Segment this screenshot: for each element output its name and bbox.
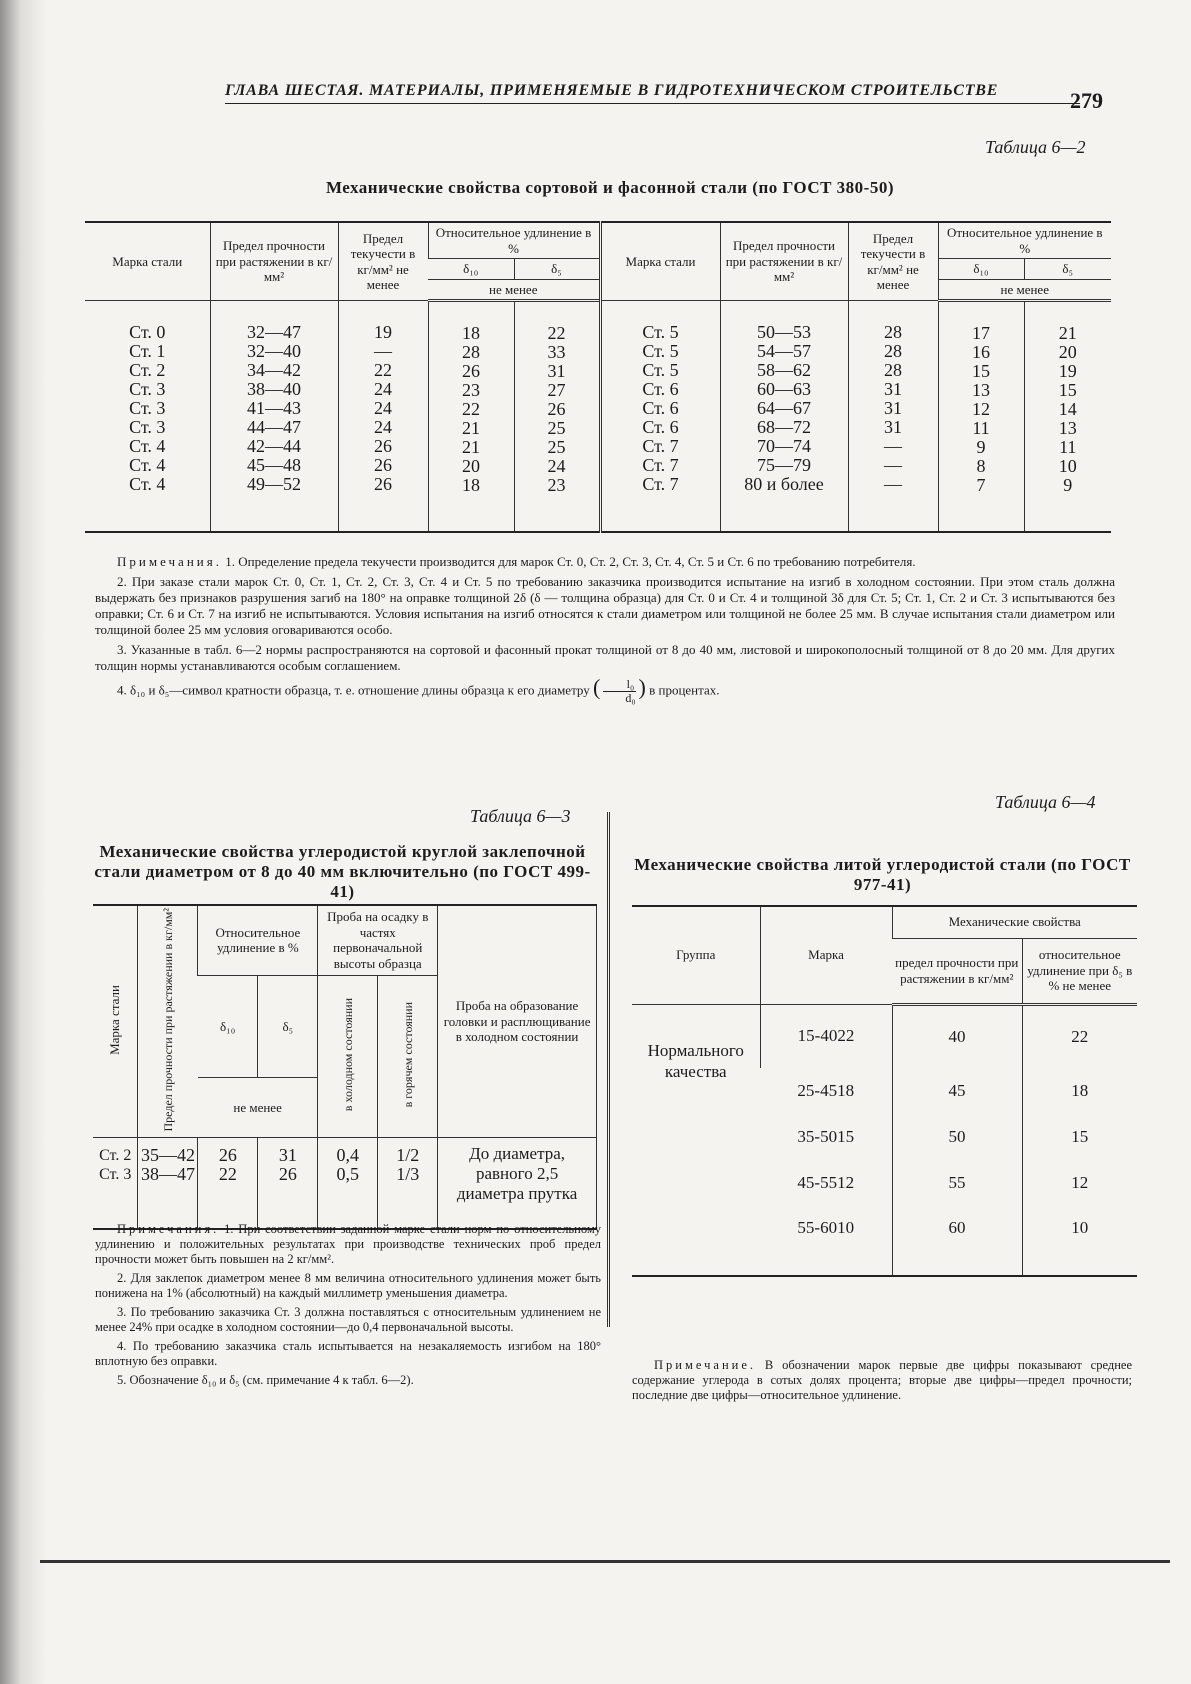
cell-value: — [374, 341, 392, 362]
t2-note-4: 4. δ₁₀ и δ₅—символ кратности образца, т. е. отношение длины образца к его диаметру ( $\frac{\text{l₀}}{\text{d₀}}$ ) в процентах. [117, 674, 720, 705]
cell-value: 25 [547, 418, 566, 439]
cell-value: Ст. 6 [642, 398, 679, 419]
t4-elongation-cell: 22 [1022, 1004, 1137, 1068]
t2-notes-title: Примечания. [117, 554, 222, 569]
cell-value: 23 [462, 380, 480, 401]
cell-value: 22 [218, 1164, 237, 1185]
chapter-header: ГЛАВА ШЕСТАЯ. МАТЕРИАЛЫ, ПРИМЕНЯЕМЫЕ В ГИДРОТЕХНИЧЕСКОМ СТРОИТЕЛЬСТВЕ [225, 82, 999, 99]
cell-value: 41—43 [247, 398, 301, 419]
t4-elongation-cell: 12 [1022, 1160, 1137, 1206]
t3-cold-cell [318, 1138, 378, 1230]
cell-value: 28 [884, 360, 902, 381]
t2-col-tensile-left: Предел прочности при растяжении в кг/мм² [210, 222, 338, 301]
cell-value: 26 [547, 399, 566, 420]
t4-tensile-cell: 45 [892, 1068, 1022, 1114]
cell-value: Ст. 0 [129, 322, 166, 343]
t2-tensile-right-cell [720, 301, 848, 533]
cell-value: 38—40 [247, 379, 301, 400]
cell-value: 14 [1058, 399, 1077, 420]
page-number: 279 [1070, 88, 1103, 113]
cell-value: Ст. 7 [642, 474, 679, 495]
cell-value: 12 [972, 399, 990, 420]
cell-value: 35—42 [140, 1145, 195, 1166]
t3-col-tensile: Предел прочности при растяжении в кг/мм² [138, 905, 198, 1138]
t2-not-less-left: не менее [428, 279, 600, 301]
table-6-2-notes [95, 554, 1115, 709]
cell-value: 11 [1059, 437, 1077, 458]
t3-d10-cell [198, 1138, 258, 1230]
t3-note-2: 2. Для заклепок диаметром менее 8 мм величина относительного удлинения может быть понижена на 1% (абсолютный) на каждый миллиметр уменьшения диаметра. [95, 1271, 601, 1300]
t4-elongation-cell: 18 [1022, 1068, 1137, 1114]
t2-d10-left-cell [428, 301, 514, 533]
cell-value: 21 [462, 418, 480, 439]
cell-value: 15 [972, 361, 990, 382]
table-row [93, 1138, 597, 1230]
t4-group-cell: Нормального качества [647, 1040, 744, 1081]
cell-value: 23 [547, 475, 566, 496]
table-6-3-notes [95, 1222, 601, 1392]
t4-tensile-cell: 60 [892, 1206, 1022, 1276]
t3-col-upset: Проба на осадку в частях первоначальной высоты образца [318, 905, 438, 975]
cell-value: Ст. 5 [642, 322, 679, 343]
t4-grade-cell: 45-5512 [797, 1173, 855, 1192]
t2-note-4-end: в процентах. [649, 682, 720, 698]
cell-value: 18 [462, 475, 480, 496]
cell-value: Ст. 4 [129, 436, 166, 457]
cell-value: 8 [976, 456, 986, 477]
cell-value: 31 [884, 417, 902, 438]
t4-tensile-cell: 50 [892, 1114, 1022, 1160]
cell-value: 1/2 [396, 1145, 420, 1166]
cell-value: 16 [972, 342, 990, 363]
t2-d5-right-cell [1024, 301, 1111, 533]
cell-value: 75—79 [757, 455, 811, 476]
table-6-4 [632, 905, 1137, 1277]
table-6-3-label: Таблица 6—3 [470, 806, 571, 826]
cell-value: Ст. 1 [129, 341, 166, 362]
cell-value: 20 [1058, 342, 1077, 363]
cell-value: 20 [462, 456, 480, 477]
cell-value: 42—44 [247, 436, 301, 457]
t3-notes-title: Примечания. [117, 1222, 220, 1236]
t2-grade-left-cell [85, 301, 210, 533]
t2-col-tensile-right: Предел прочности при растяжении в кг/мм² [720, 222, 848, 301]
cell-value: 32—40 [247, 341, 301, 362]
table-6-3 [93, 904, 597, 1230]
cell-value: 22 [462, 399, 480, 420]
t2-grade-right-cell [600, 301, 720, 533]
t2-col-d10-left: δ₁₀ [428, 259, 514, 280]
cell-value: 10 [1058, 456, 1077, 477]
t2-note-1: 1. Определение предела текучести производится для марок Ст. 0, Ст. 2, Ст. 3, Ст. 4, Ст. 5 и Ст. 6 по требованию потребителя. [225, 554, 916, 569]
cell-value: Ст. 2 [129, 360, 166, 381]
cell-value: 0,4 [336, 1145, 360, 1166]
t4-grade-cell: 35-5015 [797, 1127, 855, 1146]
cell-value: 9 [1063, 475, 1073, 496]
t3-note-5: 5. Обозначение δ₁₀ и δ₅ (см. примечание 4 к табл. 6—2). [117, 1373, 414, 1387]
cell-value: 38—47 [140, 1164, 195, 1185]
t4-tensile-cell: 40 [892, 1004, 1022, 1068]
table-6-4-notes [632, 1358, 1132, 1407]
cell-value: 80 и более [744, 474, 824, 495]
cell-value: 0,5 [336, 1164, 360, 1185]
t2-note-4-fraction [603, 678, 635, 705]
cell-value: Ст. 7 [642, 436, 679, 457]
cell-value: Ст. 6 [642, 417, 679, 438]
t2-col-elongation-left: Относительное удлинение в % [428, 222, 600, 259]
cell-value: 60—63 [757, 379, 811, 400]
cell-value: Ст. 4 [129, 474, 166, 495]
column-divider [607, 812, 610, 1327]
cell-value: 49—52 [247, 474, 301, 495]
t3-col-d10: δ₁₀ [198, 975, 258, 1078]
cell-value: 31 [547, 361, 566, 382]
table-row [632, 1004, 1137, 1068]
t4-grade-cell: 25-4518 [797, 1081, 855, 1100]
t4-grade-cell: 55-6010 [797, 1218, 855, 1237]
t4-col-tensile: предел прочности при растяжении в кг/мм² [892, 938, 1022, 1004]
cell-value: 31 [884, 398, 902, 419]
t3-note-1: 1. При соответствии заданной марке стали норм по относительному удлинению и положительных результатах при производстве технических проб предел прочности может быть повышен на 2 кг/мм². [95, 1222, 601, 1266]
cell-value: 25 [547, 437, 566, 458]
cell-value: 70—74 [757, 436, 811, 457]
cell-value: 44—47 [247, 417, 301, 438]
table-6-4-label: Таблица 6—4 [995, 792, 1096, 812]
cell-value: Ст. 7 [642, 455, 679, 476]
cell-value: — [884, 436, 902, 457]
cell-value: 15 [1058, 380, 1077, 401]
cell-value: 11 [972, 418, 990, 439]
t3-head-cell: До диаметра, равного 2,5 диаметра прутка [438, 1138, 597, 1230]
cell-value: 19 [374, 322, 392, 343]
t4-tensile-cell: 55 [892, 1160, 1022, 1206]
t3-d5-cell [258, 1138, 318, 1230]
cell-value: 28 [884, 322, 902, 343]
t3-col-elongation: Относительное удлинение в % [198, 905, 318, 975]
t4-elongation-cell: 10 [1022, 1206, 1137, 1276]
cell-value: 68—72 [757, 417, 811, 438]
t2-col-elongation-right: Относительное удлинение в % [938, 222, 1111, 259]
t2-yield-right-cell [848, 301, 938, 533]
cell-value: Ст. 2 [99, 1147, 132, 1165]
cell-value: Ст. 5 [642, 360, 679, 381]
cell-value: 50—53 [757, 322, 811, 343]
table-6-2 [85, 221, 1111, 533]
cell-value: 9 [976, 437, 986, 458]
t4-col-mech: Механические свойства [892, 906, 1137, 938]
t3-col-grade: Марка стали [93, 905, 138, 1138]
cell-value: 24 [374, 417, 392, 438]
cell-value: 21 [1058, 323, 1077, 344]
cell-value: 28 [462, 342, 480, 363]
cell-value: 31 [278, 1145, 297, 1166]
cell-value: 24 [374, 398, 392, 419]
cell-value: 28 [884, 341, 902, 362]
cell-value: 45—48 [247, 455, 301, 476]
t4-col-elongation: относительное удлинение при δ₅ в % не менее [1022, 938, 1137, 1004]
t2-yield-left-cell [338, 301, 428, 533]
cell-value: 33 [547, 342, 566, 363]
cell-value: 17 [972, 323, 990, 344]
t4-note-title: Примечание. [654, 1358, 757, 1372]
cell-value: 54—57 [757, 341, 811, 362]
t2-col-d5-right: δ₅ [1024, 259, 1111, 280]
t2-col-d5-left: δ₅ [514, 259, 600, 280]
scan-spine-shadow [0, 0, 46, 1684]
bottom-rule [40, 1560, 1170, 1563]
cell-value: — [884, 474, 902, 495]
t3-note-3: 3. По требованию заказчика Ст. 3 должна поставляться с относительным удлинением не менее 24% при осадке в холодном состоянии—до 0,4 первоначальной высоты. [95, 1305, 601, 1334]
t2-d5-left-cell [514, 301, 600, 533]
t3-col-head: Проба на образование головки и расплющивание в холодном состоянии [438, 905, 597, 1138]
cell-value: 1/3 [396, 1164, 420, 1185]
cell-value: 13 [1058, 418, 1077, 439]
cell-value: Ст. 3 [129, 379, 166, 400]
cell-value: 26 [374, 474, 392, 495]
cell-value: Ст. 4 [129, 455, 166, 476]
cell-value: 19 [1058, 361, 1077, 382]
cell-value: Ст. 3 [129, 398, 166, 419]
cell-value: 32—47 [247, 322, 301, 343]
t3-hot-cell [378, 1138, 438, 1230]
cell-value: 31 [884, 379, 902, 400]
t2-note-3: 3. Указанные в табл. 6—2 нормы распространяются на сортовой и фасонный прокат толщиной от 8 до 40 мм, листовой и широкополосный толщиной от 8 до 20 мм. Для других толщин нормы устанавливаются особым соглашением. [95, 642, 1115, 673]
cell-value: 34—42 [247, 360, 301, 381]
cell-value: 22 [547, 323, 566, 344]
table-6-2-caption: Механические свойства сортовой и фасонной стали (по ГОСТ 380-50) [325, 178, 895, 197]
t2-not-less-right: не менее [938, 279, 1111, 301]
t3-tensile-cell [138, 1138, 198, 1230]
t2-col-grade-right: Марка стали [600, 222, 720, 301]
t4-note: В обозначении марок первые две цифры показывают среднее содержание углерода в сотых долях процента; вторые две цифры—предел прочности; последние две цифры—относительное удлинение. [632, 1358, 1132, 1402]
header-rule [225, 103, 1080, 104]
table-row [85, 301, 1111, 533]
cell-value: 26 [278, 1164, 297, 1185]
t3-not-less: не менее [198, 1078, 318, 1138]
t4-col-group: Группа [632, 906, 760, 1004]
t3-col-cold: в холодном состоянии [318, 975, 378, 1138]
t3-col-d5: δ₅ [258, 975, 318, 1078]
cell-value: 26 [374, 455, 392, 476]
cell-value: — [884, 455, 902, 476]
cell-value: 24 [547, 456, 566, 477]
cell-value: 18 [462, 323, 480, 344]
cell-value: 26 [374, 436, 392, 457]
t3-col-hot: в горячем состоянии [378, 975, 438, 1138]
cell-value: 22 [374, 360, 392, 381]
t3-grade-cell [93, 1138, 138, 1230]
table-6-4-caption: Механические свойства литой углеродистой стали (по ГОСТ 977-41) [634, 855, 1131, 894]
t2-col-d10-right: δ₁₀ [938, 259, 1024, 280]
t2-col-yield-left: Предел текучести в кг/мм² не менее [338, 222, 428, 301]
cell-value: 26 [462, 361, 480, 382]
t4-grade-cell: 15-4022 [760, 1004, 892, 1068]
t2-tensile-left-cell [210, 301, 338, 533]
t2-col-grade-left: Марка стали [85, 222, 210, 301]
cell-value: 13 [972, 380, 990, 401]
t2-note-2: 2. При заказе стали марок Ст. 0, Ст. 1, Ст. 2, Ст. 3, Ст. 4 и Ст. 5 по требованию заказчика производится испытание на изгиб в холодном состоянии. При этом сталь должна выдержать без признаков разрушения загиб на 180° на оправке толщиной 2δ (δ — толщина образца) для Ст. 0 и Ст. 4 и толщиной 3δ для Ст. 5; Ст. 1, Ст. 2 и Ст. 3 испытываются без оправки; Ст. 6 и Ст. 7 на изгиб не испытываются. Условия испытания на изгиб относятся к стали диаметром или толщиной не более 25 мм. В случае испытания стали диаметром или толщиной более 25 мм условия оговариваются особо. [95, 574, 1115, 637]
table-6-2-label: Таблица 6—2 [985, 137, 1086, 157]
t4-col-grade: Марка [760, 906, 892, 1004]
t2-col-yield-right: Предел текучести в кг/мм² не менее [848, 222, 938, 301]
cell-value: Ст. 6 [642, 379, 679, 400]
fraction-numerator: l₀ [603, 678, 635, 692]
t2-d10-right-cell [938, 301, 1024, 533]
cell-value: 58—62 [757, 360, 811, 381]
cell-value: Ст. 5 [642, 341, 679, 362]
cell-value: 21 [462, 437, 480, 458]
t3-note-4: 4. По требованию заказчика сталь испытывается на незакаляемость изгибом на 180° вплотную без оправки. [95, 1339, 601, 1368]
t2-note-4-text: 4. δ₁₀ и δ₅—символ кратности образца, т. е. отношение длины образца к его диаметру [117, 682, 590, 698]
cell-value: 7 [976, 475, 986, 496]
cell-value: 27 [547, 380, 566, 401]
t4-elongation-cell: 15 [1022, 1114, 1137, 1160]
fraction-denominator: d₀ [625, 691, 636, 705]
cell-value: 24 [374, 379, 392, 400]
table-6-3-caption: Механические свойства углеродистой круглой заклепочной стали диаметром от 8 до 40 мм включительно (по ГОСТ 499-41) [94, 842, 591, 901]
cell-value: Ст. 3 [129, 417, 166, 438]
cell-value: 26 [218, 1145, 237, 1166]
cell-value: Ст. 3 [99, 1166, 132, 1184]
cell-value: 64—67 [757, 398, 811, 419]
